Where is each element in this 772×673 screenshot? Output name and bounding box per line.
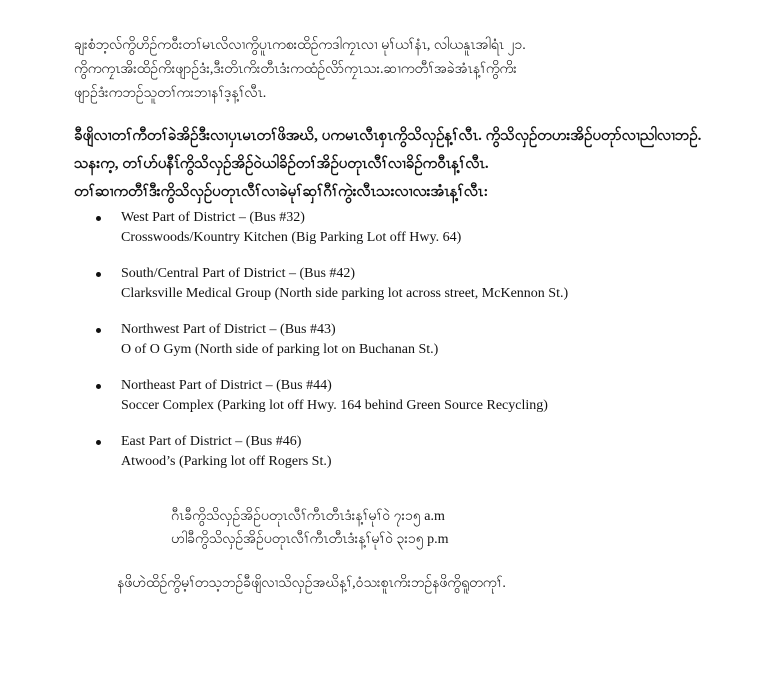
- stop-area: East Part of District – (Bus #46): [121, 434, 302, 449]
- stop-location: Crosswoods/Kountry Kitchen (Big Parking Lot off Hwy. 64): [121, 230, 462, 245]
- bus-stop-list: [94, 208, 734, 488]
- stop-location: Clarksville Medical Group (North side parking lot across street, McKennon St.): [121, 286, 569, 301]
- bullet-icon: [96, 272, 101, 277]
- bus-stop-item: [94, 264, 734, 320]
- stop-location: Atwood’s (Parking lot off Rogers St.): [121, 454, 332, 469]
- bus-stop-item: [94, 208, 734, 264]
- notice-line: သနးက့, တၢ်ဟ်ပနီၤ်ကွိသိလှဉ်အိဉ်ဝဲယါခိဉ်တၢ်အိဉ်ပတုၤလီၢ်လၢခိဉ်ကဝီၤန့ၢ်လီၤ.: [74, 156, 489, 172]
- bus-stop-item: [94, 432, 734, 488]
- bus-stop-item: [94, 376, 734, 432]
- intro-line: ချးစံဘ့လ်ကွိဟိဉ်ကဝီးတၢ်မၤလိလၢကွိပူၤကစးထိဉ်ကဒါကၠၤလၢ မုၢ်ယၢ်နံၤ, လါယနူၤအါရံၤ ၂၁.: [74, 38, 526, 53]
- notice-line: ခီဖျိလၢတၢ်ကီတၢ်ခဲအိဉ်ဒီးလၢပှၤမၤတၢ်ဖိအဃိ, ပကမၤလီၤစှၤကွိသိလှဉ်န့ၢ်လီၤ. ကွိသိလှဉ်တဟးအိဉ်ပတုာ်လၢညါလၢဘဉ်.: [74, 128, 702, 144]
- bullet-icon: [96, 328, 101, 333]
- pickup-time: ဂီၤခီကွိသိလှဉ်အိဉ်ပတုၤလီၢ်ကီၤတီၤဒံးန့ၢ်မုၢ်ဝဲ ၇း၁၅ a.m: [171, 509, 445, 524]
- dropoff-time: ဟါခီကွိသိလှဉ်အိဉ်ပတုၤလီၢ်ကီၤတီၤဒံးန့ၢ်မုၢ်ဝဲ ၃း၁၅ p.m: [171, 532, 449, 547]
- bullet-icon: [96, 384, 101, 389]
- bus-stop-item: [94, 320, 734, 376]
- stop-area: Northeast Part of District – (Bus #44): [121, 378, 332, 393]
- notice-paragraph: [74, 122, 754, 206]
- schedule-times: [171, 505, 571, 551]
- intro-line: ဖျာဉ်ဒံးကဘဉ်သူတၢ်ကးဘၢနၢ်ဒ့န့ၢ်လီၤ.: [74, 86, 267, 101]
- notice-line: တၢ်ဆၢကတီၢ်ဒီးကွိသိလှဉ်ပတုၤလီၢ်လၢခဲမုၢ်ဆှၢ်ဂီၢ်ကွဲးလီၤသးလၢလးအံၤန့ၢ်လီၤ:: [74, 184, 489, 200]
- stop-area: South/Central Part of District – (Bus #42): [121, 266, 356, 281]
- intro-line: ကွိကကၠၤအိးထိဉ်ကိးဖျာဉ်ဒံး,ဒီးတိၤကိးတီၤဒံးကထံဉ်လိာ်ကၠၤသး.ဆၢကတီၢ်အခဲအံၤန့ၢ်ကွိကိး: [74, 62, 517, 77]
- bullet-icon: [96, 216, 101, 221]
- stop-area: Northwest Part of District – (Bus #43): [121, 322, 336, 337]
- stop-location: Soccer Complex (Parking lot off Hwy. 164 behind Green Source Recycling): [121, 398, 548, 413]
- stop-area: West Part of District – (Bus #32): [121, 210, 305, 225]
- bullet-icon: [96, 440, 101, 445]
- stop-location: O of O Gym (North side of parking lot on Buchanan St.): [121, 342, 439, 357]
- intro-paragraph: [74, 34, 714, 106]
- closing-note: နဖိဟဲထိဉ်ကွိမ့ၢ်တသ့ဘဉ်ခီဖျိလၢသိလှဉ်အဃိန့ၢ်,ဝံသးစူၤကိးဘဉ်နဖိကွိရူတကုၢ်.: [117, 576, 506, 591]
